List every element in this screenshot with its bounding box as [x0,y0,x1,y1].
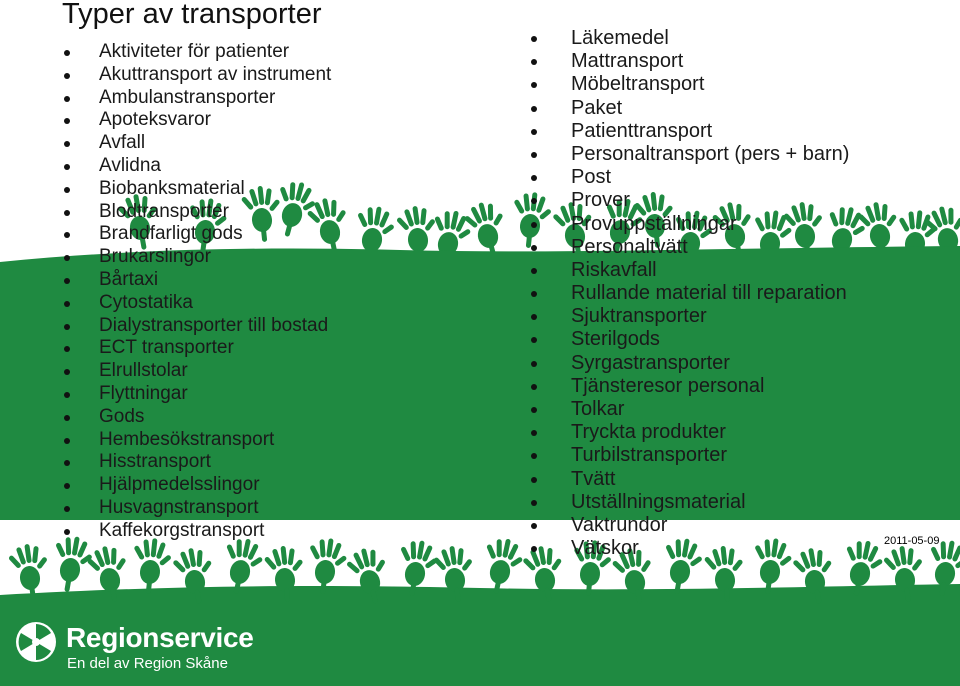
list-item [531,305,849,328]
list-item-label: Tjänsteresor personal [571,374,765,397]
list-item-label: ECT transporter [99,337,234,359]
bullet-icon [531,36,537,42]
list-item [531,189,849,212]
list-item-label: Riskavfall [571,258,657,281]
list-item [64,87,331,110]
list-item [531,236,849,259]
bullet-icon [531,268,537,274]
list-item [531,73,849,96]
bullet-icon [531,500,537,506]
list-item [64,315,331,338]
list-item [64,223,331,246]
list-item [64,155,331,178]
list-item [64,132,331,155]
list-item-label: Sterilgods [571,328,660,351]
list-item-label: Avlidna [99,154,161,176]
list-item [64,474,331,497]
list-item-label: Paket [571,96,623,119]
list-item-label: Hembesökstransport [99,428,275,450]
slide-date: 2011-05-09 [884,535,940,547]
list-item-label: Provuppställningar [571,212,737,235]
list-item-label: Husvagnstransport [99,496,259,518]
list-item-label: Kaffekorgstransport [99,519,265,541]
bullet-icon [64,278,70,284]
list-item [531,421,849,444]
list-item-label: Hjälpmedelsslingor [99,474,260,496]
list-item [531,97,849,120]
bullet-icon [64,483,70,489]
list-item-label: Personaltransport (pers + barn) [571,142,850,165]
list-item [531,444,849,467]
bullet-icon [64,96,70,102]
list-item [64,360,331,383]
bullet-icon [531,59,537,65]
list-item [531,166,849,189]
list-item [531,468,849,491]
list-item-label: Apoteksvaror [99,109,211,131]
list-item-label: Cytostatika [99,291,193,313]
list-item [64,201,331,224]
bullet-icon [64,118,70,124]
list-item [64,383,331,406]
list-item-label: Brukarslingor [99,246,211,268]
bullet-icon [64,415,70,421]
bullet-icon [531,337,537,343]
list-item [531,120,849,143]
list-item [64,178,331,201]
bullet-icon [64,392,70,398]
list-item [64,497,331,520]
list-item-label: Utställningsmaterial [571,490,746,513]
list-item [531,537,849,560]
list-item-label: Tvätt [571,467,616,490]
bullet-icon [64,301,70,307]
bullet-icon [64,164,70,170]
list-item-label: Patienttransport [571,119,713,142]
bullet-icon [531,129,537,135]
bullet-icon [531,82,537,88]
bullet-icon [64,73,70,79]
bullet-icon [64,255,70,261]
bullet-icon [531,407,537,413]
list-item-label: Bårtaxi [99,268,159,290]
slide-title: Typer av transporter [62,0,322,30]
list-item-label: Vaktrundor [571,513,668,536]
list-item-label: Aktiviteter för patienter [99,41,290,62]
list-item [64,269,331,292]
list-item [531,491,849,514]
list-item [531,328,849,351]
bullet-icon [64,529,70,535]
list-item [64,451,331,474]
bullet-icon [64,438,70,444]
bullet-icon [64,232,70,238]
list-item [531,352,849,375]
list-item-label: Turbilstransporter [571,444,727,467]
list-item-label: Mattransport [571,50,684,73]
list-item-label: Avfall [99,132,146,154]
bullet-icon [531,430,537,436]
bullet-icon [531,546,537,552]
bullet-icon [64,187,70,193]
list-item [64,246,331,269]
list-item [64,109,331,132]
list-item [531,143,849,166]
bullet-icon [64,346,70,352]
bullet-icon [531,106,537,112]
bullet-icon [531,384,537,390]
bullet-icon [531,523,537,529]
list-item-label: Ambulanstransporter [99,86,276,108]
list-item [64,406,331,429]
list-item-label: Prover [571,189,630,212]
list-item [531,375,849,398]
list-item-label: Tolkar [571,398,625,420]
list-item-label: Biobanksmaterial [99,177,245,199]
bullet-icon [531,453,537,459]
list-item [531,213,849,236]
list-item [64,64,331,87]
bullet-icon [531,477,537,483]
logo-subtitle: En del av Region Skåne [67,655,228,672]
list-item [531,50,849,73]
list-item-label: Dialystransporter till bostad [99,314,329,336]
bullet-icon [64,460,70,466]
bullet-icon [531,314,537,320]
list-item-label: Tryckta produkter [571,421,726,444]
bullet-icon [531,291,537,297]
list-item-label: Läkemedel [571,27,669,49]
bullet-icon [64,141,70,147]
bullet-icon [64,210,70,216]
list-item-label: Gods [99,405,145,427]
bullet-icon [531,175,537,181]
logo-name: Regionservice [66,622,254,653]
list-item [531,282,849,305]
list-item [531,514,849,537]
list-item [531,259,849,282]
bullet-icon [531,361,537,367]
list-item-label: Brandfarligt gods [99,223,243,245]
bullet-icon [64,324,70,330]
bullet-icon [64,506,70,512]
list-item-label: Rullande material till reparation [571,282,847,305]
list-item-label: Hisstransport [99,451,211,473]
list-item [64,520,331,543]
list-item-label: Flyttningar [99,382,188,404]
list-item-label: Blodtransporter [99,200,229,222]
bullet-icon [531,152,537,158]
list-item-label: Möbeltransport [571,73,705,96]
list-item [64,41,331,64]
list-item-label: Akuttransport av instrument [99,63,332,85]
list-item [531,27,849,50]
list-item-label: Vätskor [571,537,639,560]
bullet-icon [64,50,70,56]
list-item-label: Elrullstolar [99,360,188,382]
bullet-icon [531,198,537,204]
list-item [64,337,331,360]
transport-types-list-right [531,27,849,560]
list-item-label: Personaltvätt [571,235,688,258]
list-item [531,398,849,421]
bullet-icon [531,245,537,251]
list-item [64,429,331,452]
list-item-label: Syrgastransporter [571,351,730,374]
list-item-label: Post [571,166,612,189]
regionservice-logo-icon [14,620,58,664]
bullet-icon [531,222,537,228]
bullet-icon [64,369,70,375]
transport-types-list-left [64,41,331,543]
list-item [64,292,331,315]
list-item-label: Sjuktransporter [571,305,707,328]
